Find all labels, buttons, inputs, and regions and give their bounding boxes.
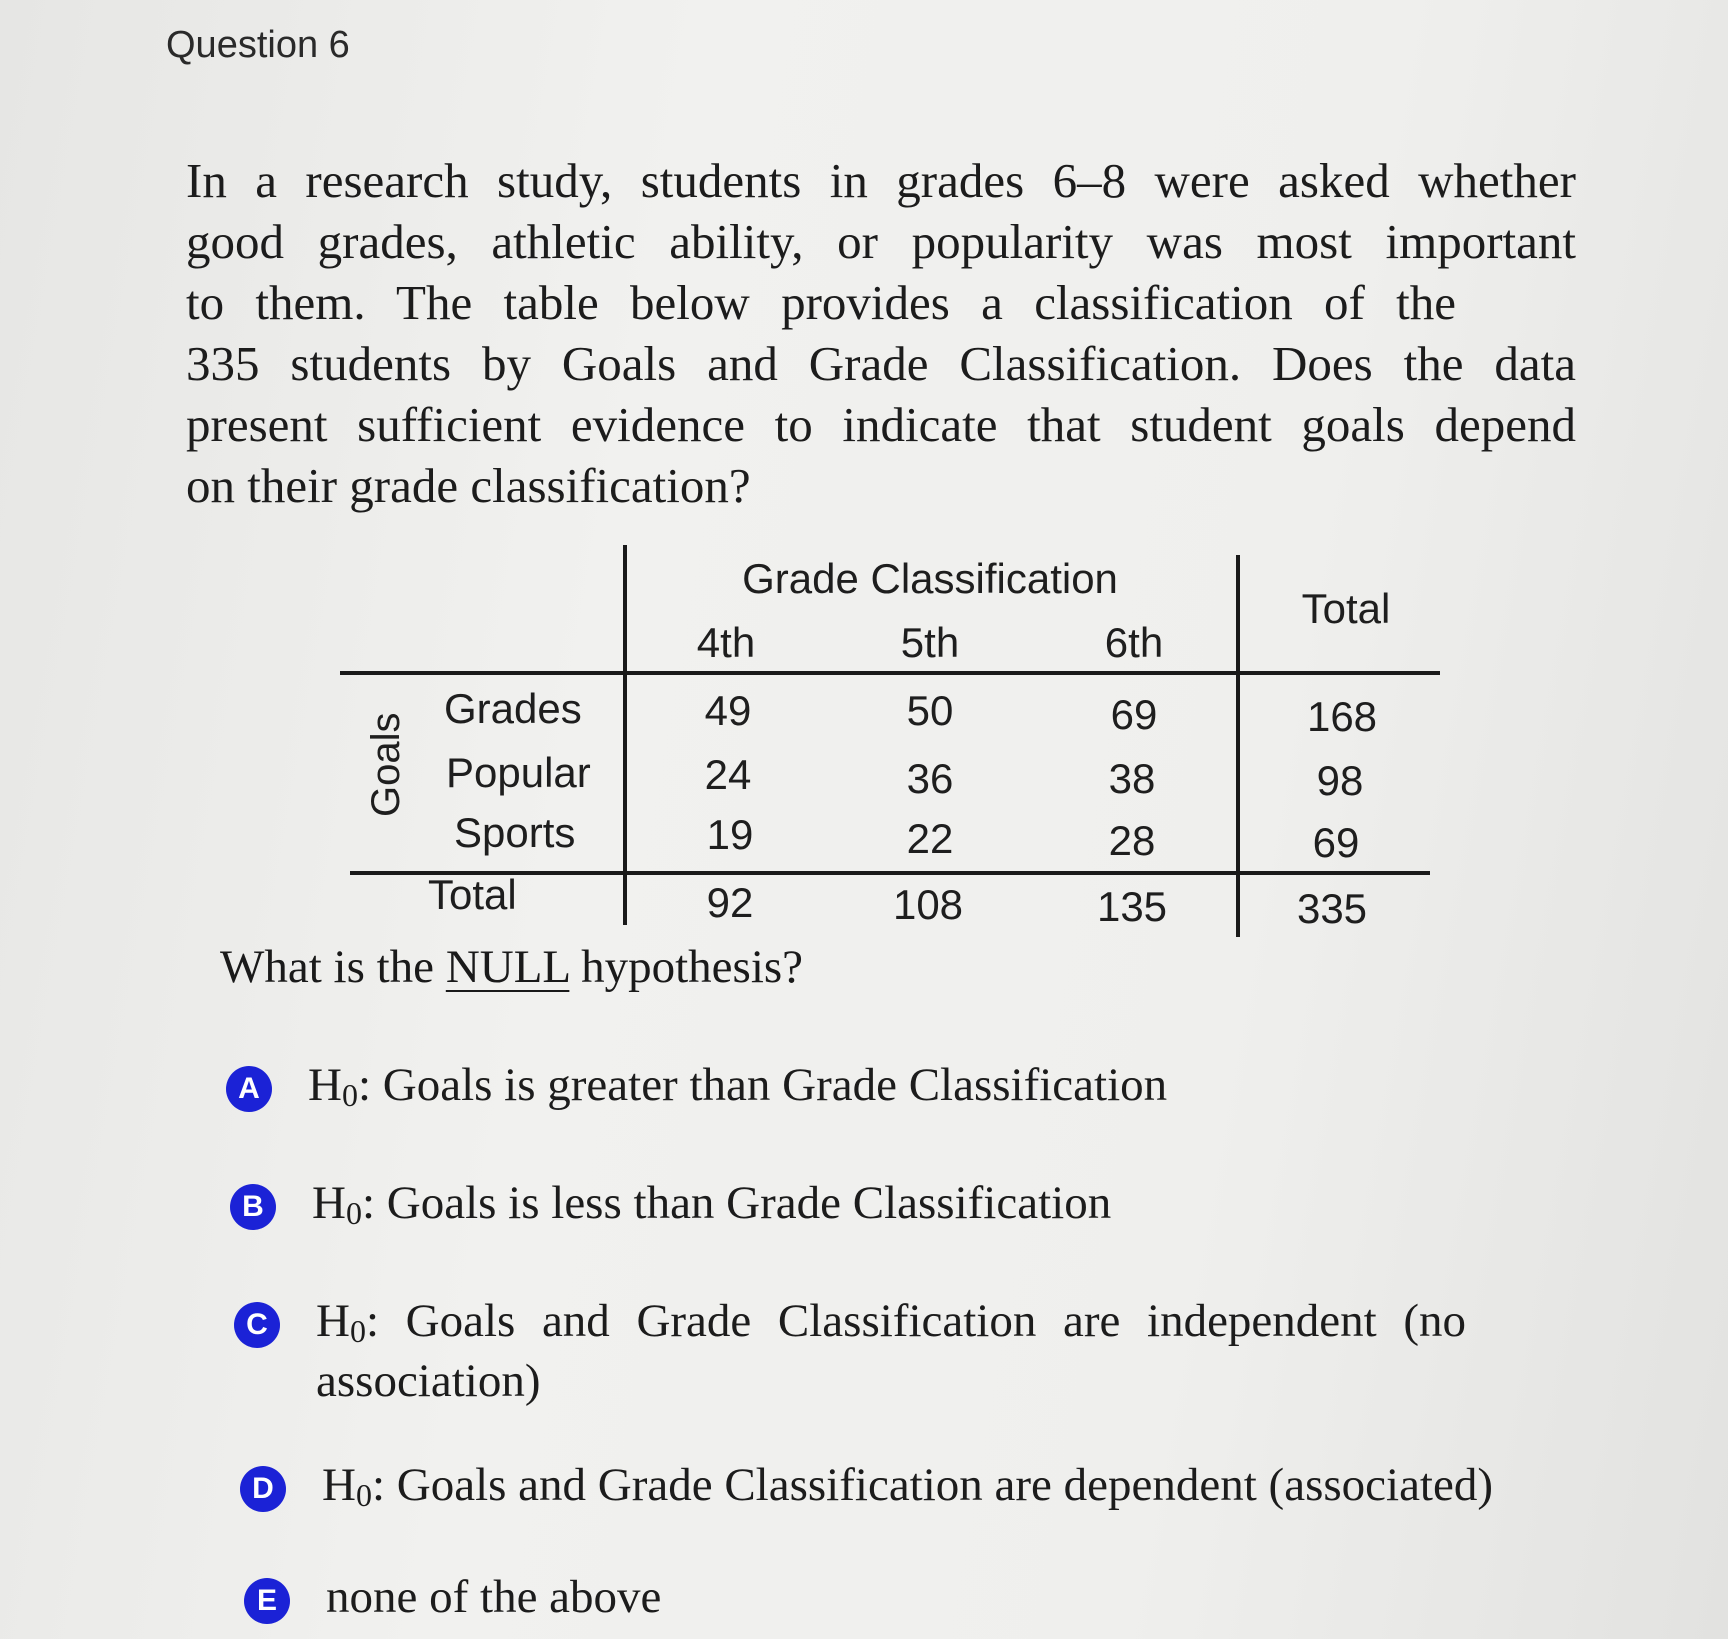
group-header: Grade Classification (742, 555, 1118, 602)
option-sub: 0 (345, 1195, 362, 1231)
table-cell: 36 (906, 755, 954, 802)
answer-option-c[interactable] (234, 1296, 1494, 1406)
table-cell: 28 (1108, 817, 1156, 864)
prompt-line: good grades, athletic ability, or popularity was most important (186, 214, 1576, 269)
table-cell: 108 (892, 881, 964, 928)
option-label: : Goals and Grade Classification are dependent (associated) (371, 1459, 1493, 1511)
contingency-table (340, 545, 1450, 945)
column-header: 4th (696, 619, 756, 666)
null-hypothesis-question (220, 940, 803, 994)
option-label: none of the above (326, 1571, 662, 1623)
option-h: H (312, 1177, 346, 1229)
question-title: Question 6 (166, 24, 350, 66)
answer-option-e[interactable] (244, 1572, 1044, 1624)
option-text (316, 1296, 1466, 1406)
option-badge: B (230, 1184, 276, 1230)
row-group-label: Goals (364, 712, 408, 817)
prompt-line: present sufficient evidence to indicate that student goals depend (186, 397, 1576, 452)
table-cell: 49 (704, 687, 752, 734)
table-cell: 22 (906, 815, 954, 862)
table-cell: 19 (706, 811, 754, 858)
row-label: Grades (444, 685, 582, 732)
table-cell-total: 168 (1306, 693, 1378, 740)
column-header: 5th (900, 619, 960, 666)
option-sub: 0 (349, 1313, 366, 1349)
option-text (308, 1060, 1167, 1120)
option-badge: A (226, 1066, 272, 1112)
table-cell-total: 69 (1312, 819, 1360, 866)
column-header: 6th (1104, 619, 1164, 666)
row-label: Popular (446, 749, 591, 796)
table-rule-vertical-left (623, 545, 627, 925)
row-label-total: Total (428, 871, 517, 918)
option-label: : Goals is greater than Grade Classification (357, 1059, 1168, 1111)
prompt-line: 335 students by Goals and Grade Classification. Does the data (186, 336, 1576, 391)
question-prompt (186, 150, 1576, 516)
prompt-line: to them. The table below provides a classification of the (186, 275, 1456, 330)
answer-option-b[interactable] (230, 1178, 1530, 1238)
option-text (326, 1572, 661, 1622)
table-cell-total: 98 (1316, 757, 1364, 804)
option-sub: 0 (341, 1077, 358, 1113)
option-sub: 0 (355, 1477, 372, 1513)
table-cell: 50 (906, 687, 954, 734)
table-cell: 38 (1108, 755, 1156, 802)
prompt-line: In a research study, students in grades 6–8 were asked whether (186, 153, 1576, 208)
table-cell: 69 (1110, 691, 1158, 738)
null-q-suffix: hypothesis? (581, 941, 804, 993)
option-label: : Goals is less than Grade Classification (361, 1177, 1112, 1229)
null-q-keyword: NULL (445, 941, 570, 993)
option-text (312, 1178, 1111, 1238)
table-cell: 135 (1096, 883, 1168, 930)
answer-option-a[interactable] (226, 1060, 1526, 1120)
option-badge: C (234, 1302, 280, 1348)
option-badge: E (244, 1578, 290, 1624)
option-text (322, 1460, 1493, 1520)
answer-option-d[interactable] (240, 1460, 1590, 1520)
option-badge: D (240, 1466, 286, 1512)
total-header: Total (1301, 585, 1391, 632)
option-h: H (322, 1459, 356, 1511)
table-cell: 24 (704, 751, 752, 798)
row-label: Sports (454, 809, 576, 856)
null-q-prefix: What is the (220, 941, 435, 993)
option-label: : Goals and Grade Classification are independent (no association) (316, 1295, 1466, 1407)
prompt-line: on their grade classification? (186, 458, 751, 513)
table-rule-vertical-right (1236, 555, 1240, 937)
table-cell-total: 335 (1296, 885, 1368, 932)
table-rule-header (340, 671, 1440, 675)
option-h: H (316, 1295, 350, 1347)
table-cell: 92 (706, 879, 754, 926)
option-h: H (308, 1059, 342, 1111)
